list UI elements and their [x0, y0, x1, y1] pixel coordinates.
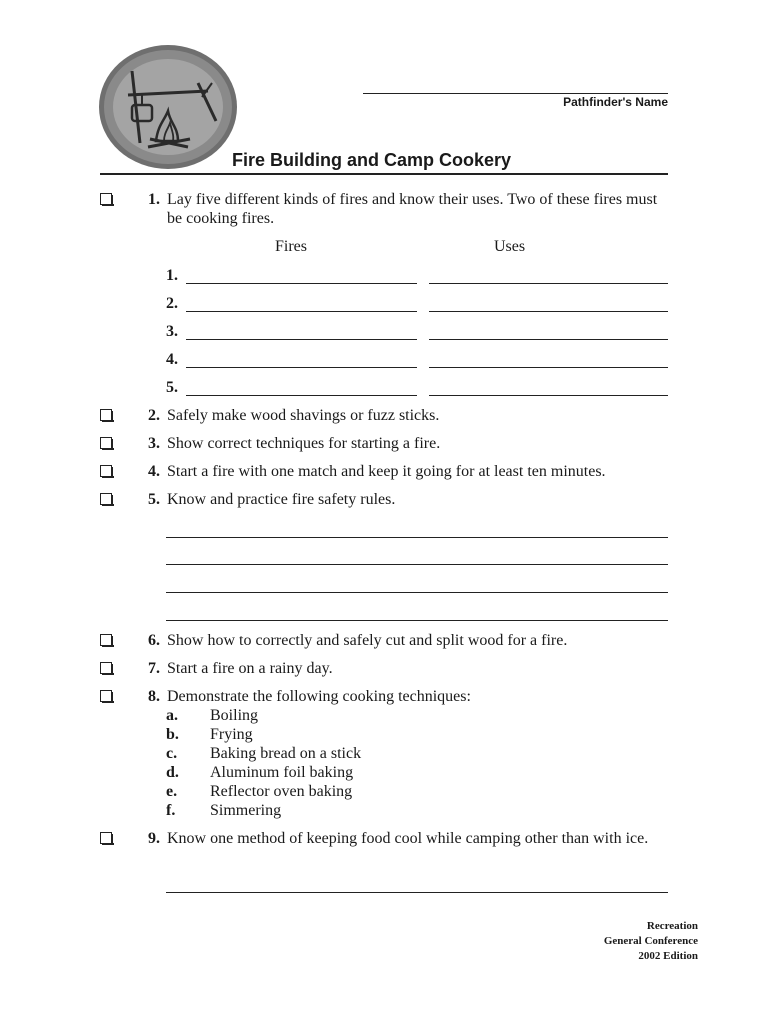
requirement-number: 4.	[148, 463, 160, 480]
item-letter: e.	[166, 783, 178, 800]
pathfinder-name-label: Pathfinder's Name	[563, 95, 668, 109]
fires-column-header: Fires	[275, 238, 307, 255]
requirement-number: 3.	[148, 435, 160, 452]
requirement-number: 2.	[148, 407, 160, 424]
campfire-cooking-badge-icon	[98, 43, 238, 171]
requirement-text: Show how to correctly and safely cut and split wood for a fire.	[167, 632, 568, 649]
checkbox-icon[interactable]	[100, 662, 112, 674]
answer-line[interactable]	[166, 537, 668, 538]
requirement-number: 1.	[148, 191, 160, 208]
item-text: Baking bread on a stick	[210, 745, 362, 762]
fire-answer-line[interactable]	[186, 311, 417, 312]
fires-row	[166, 295, 670, 315]
item-text: Boiling	[210, 707, 259, 724]
page-title: Fire Building and Camp Cookery	[232, 150, 512, 170]
footer-line: General Conference	[603, 935, 698, 947]
item-letter: d.	[166, 764, 179, 781]
row-number: 3.	[166, 323, 178, 340]
fire-answer-line[interactable]	[186, 367, 417, 368]
requirement-number: 8.	[148, 688, 160, 705]
use-answer-line[interactable]	[429, 367, 668, 368]
footer-line: Recreation	[646, 920, 698, 932]
requirement-text: Show correct techniques for starting a fire.	[167, 435, 441, 452]
answer-line[interactable]	[166, 564, 668, 565]
footer	[540, 919, 698, 964]
fire-answer-line[interactable]	[186, 339, 417, 340]
answer-line[interactable]	[166, 620, 668, 621]
answer-line[interactable]	[166, 592, 668, 593]
checkbox-icon[interactable]	[100, 493, 112, 505]
requirement-text: Demonstrate the following cooking techniques:	[167, 688, 471, 705]
use-answer-line[interactable]	[429, 283, 668, 284]
requirement-number: 6.	[148, 632, 160, 649]
fires-row	[166, 323, 670, 343]
item-text: Frying	[210, 726, 253, 743]
item-text: Simmering	[210, 802, 282, 819]
fire-answer-line[interactable]	[186, 395, 417, 396]
pathfinder-name-line[interactable]	[363, 93, 668, 94]
checkbox-icon[interactable]	[100, 465, 112, 477]
footer-line: 2002 Edition	[638, 950, 698, 962]
checkbox-icon[interactable]	[100, 690, 112, 702]
use-answer-line[interactable]	[429, 339, 668, 340]
requirement-text: Lay five different kinds of fires and know their uses. Two of these fires must be cooking fires.	[167, 191, 658, 227]
requirement-text: Know one method of keeping food cool while camping other than with ice.	[167, 830, 649, 847]
item-letter: f.	[166, 802, 176, 819]
row-number: 2.	[166, 295, 178, 312]
checkbox-icon[interactable]	[100, 409, 112, 421]
checkbox-icon[interactable]	[100, 193, 112, 205]
row-number: 5.	[166, 379, 178, 396]
fires-row	[166, 351, 670, 371]
requirement-text: Safely make wood shavings or fuzz sticks.	[167, 407, 440, 424]
row-number: 4.	[166, 351, 178, 368]
fire-answer-line[interactable]	[186, 283, 417, 284]
item-text: Aluminum foil baking	[210, 764, 354, 781]
checkbox-icon[interactable]	[100, 634, 112, 646]
requirement-number: 7.	[148, 660, 160, 677]
requirement-number: 9.	[148, 830, 160, 847]
row-number: 1.	[166, 267, 178, 284]
fires-row	[166, 267, 670, 287]
requirement-text: Know and practice fire safety rules.	[167, 491, 396, 508]
use-answer-line[interactable]	[429, 395, 668, 396]
answer-line[interactable]	[166, 892, 668, 893]
fires-row	[166, 379, 670, 399]
item-letter: a.	[166, 707, 178, 724]
use-answer-line[interactable]	[429, 311, 668, 312]
checkbox-icon[interactable]	[100, 437, 112, 449]
requirement-text: Start a fire on a rainy day.	[167, 660, 333, 677]
item-letter: c.	[166, 745, 178, 762]
item-letter: b.	[166, 726, 179, 743]
checkbox-icon[interactable]	[100, 832, 112, 844]
uses-column-header: Uses	[494, 238, 526, 255]
requirement-text: Start a fire with one match and keep it going for at least ten minutes.	[167, 463, 606, 480]
item-text: Reflector oven baking	[210, 783, 353, 800]
requirement-number: 5.	[148, 491, 160, 508]
title-divider	[100, 173, 668, 175]
